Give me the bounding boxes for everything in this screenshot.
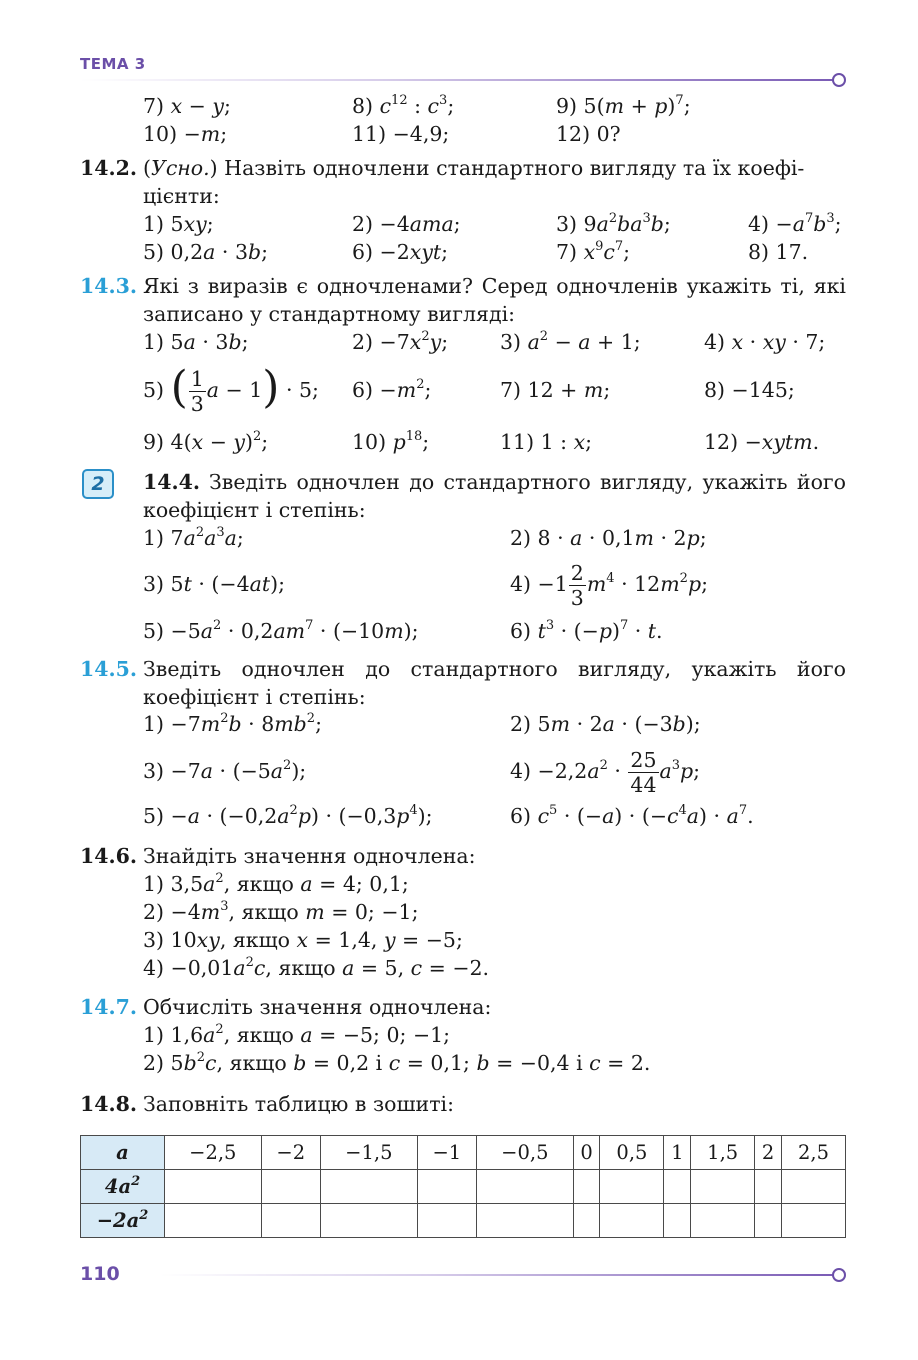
table-cell bbox=[755, 1204, 782, 1238]
exercise-item: 7) $x^9c^7$; bbox=[556, 239, 631, 264]
table-cell bbox=[691, 1170, 755, 1204]
exercise-number: 14.5. bbox=[80, 657, 138, 681]
exercise-number: 14.3. bbox=[80, 274, 138, 298]
exercise-item: $4) -a^7b^3$; bbox=[748, 211, 842, 236]
table-row bbox=[81, 1136, 846, 1170]
table-cell: 1,5 bbox=[691, 1136, 755, 1170]
exercise-item: 5) 0,2a · 3b; bbox=[143, 240, 269, 264]
row-head-a: a bbox=[81, 1136, 165, 1170]
table-cell: −2 bbox=[261, 1136, 320, 1170]
exercise-item: 1) 5xy; bbox=[143, 212, 214, 236]
exercise-number: 14.7. bbox=[80, 995, 138, 1019]
exercise-number: 14.8. bbox=[80, 1092, 138, 1116]
exercise-number: 14.2. bbox=[80, 156, 138, 180]
table-cell: 2,5 bbox=[781, 1136, 845, 1170]
exercise-item: 5) ( $\frac{1}{3}$ a − 1) · 5; bbox=[143, 361, 319, 416]
table-cell bbox=[261, 1204, 320, 1238]
level-2-badge: 2 bbox=[82, 469, 114, 499]
carry-item-9: 9) $5(m + p)^7$; bbox=[556, 93, 691, 118]
values-table bbox=[80, 1135, 846, 1238]
table-row bbox=[81, 1204, 846, 1238]
exercise-item: 1) $1,6a^2$, якщо a = −5; 0; −1; bbox=[143, 1022, 451, 1047]
table-cell: 0 bbox=[573, 1136, 600, 1170]
exercise-item: $6) -m^2$; bbox=[352, 377, 432, 402]
exercise-item: 3) 10xy, якщо x = 1,4, y = −5; bbox=[143, 928, 463, 952]
table-cell bbox=[321, 1170, 418, 1204]
footer-rule-end-circle bbox=[832, 1268, 846, 1282]
table-cell bbox=[573, 1204, 600, 1238]
carry-item-8: 8) $c^{12}$ : $c^3$; bbox=[352, 93, 455, 118]
exercise-item: 6) −2xyt; bbox=[352, 240, 449, 264]
table-cell bbox=[600, 1204, 664, 1238]
exercise-item: 4) x · xy · 7; bbox=[704, 330, 826, 354]
exercise-item: $2) -4m^3$, якщо m = 0; −1; bbox=[143, 899, 419, 924]
carry-item-12: 12) 0? bbox=[556, 122, 621, 146]
exercise-item: 4) −1 $\frac{2}{3}$ $m^4 \cdot 12m^2p$; bbox=[510, 561, 708, 610]
table-cell bbox=[600, 1170, 664, 1204]
exercise-item: 3) $a^2 - a + 1$; bbox=[500, 329, 641, 354]
table-cell bbox=[755, 1170, 782, 1204]
exercise-item: 3) 5t · (−4at); bbox=[143, 572, 286, 596]
table-cell bbox=[261, 1170, 320, 1204]
exercise-item: 3) $9a^2ba^3b$; bbox=[556, 211, 671, 236]
table-cell bbox=[477, 1204, 574, 1238]
exercise-item: 6) $t^3 \cdot (-p)^7 \cdot t$. bbox=[510, 618, 663, 643]
table-cell bbox=[321, 1204, 418, 1238]
table-cell: 2 bbox=[755, 1136, 782, 1170]
table-cell bbox=[573, 1170, 600, 1204]
table-cell: −1,5 bbox=[321, 1136, 418, 1170]
exercise-text: (Усно.) Назвіть одночлени стандартного вигляду та їх коефі- цієнти: bbox=[143, 156, 805, 208]
exercise-item: 12) −xytm. bbox=[704, 430, 820, 454]
exercise-item: 2) −4ama; bbox=[352, 212, 461, 236]
exercise-text: Які з виразів є одночленами? Серед одночленів укажіть ті, які записано у стандартному вигляді: bbox=[143, 274, 846, 326]
exercise-item: 6) $c^5 \cdot (-a) \cdot (-c^4a) \cdot a^7$. bbox=[510, 803, 754, 828]
exercise-item: 8) −145; bbox=[704, 378, 795, 402]
exercise-item: 2) 8 · a · 0,1m · 2p; bbox=[510, 526, 707, 550]
exercise-text: Зведіть одночлен до стандартного вигляду, укажіть його коефіцієнт і степінь: bbox=[143, 470, 846, 522]
exercise-item: 1) $7a^2a^3a$; bbox=[143, 525, 244, 550]
header-rule bbox=[80, 79, 834, 81]
exercise-item: 7) 12 + m; bbox=[500, 378, 611, 402]
table-cell bbox=[664, 1170, 691, 1204]
exercise-text: Зведіть одночлен до стандартного вигляду, укажіть його коефіцієнт і степінь: bbox=[143, 657, 846, 709]
carry-item-10: 10) −m; bbox=[143, 122, 228, 146]
table-cell: 0,5 bbox=[600, 1136, 664, 1170]
exercise-number: 14.4. bbox=[143, 470, 201, 494]
exercise-item: 2) $5b^2c$, якщо b = 0,2 і c = 0,1; b = −0,4 і c = 2. bbox=[143, 1050, 651, 1075]
exercise-item: 2) 5m · 2a · (−3b); bbox=[510, 712, 701, 736]
page-number: 110 bbox=[80, 1263, 120, 1285]
table-cell bbox=[691, 1204, 755, 1238]
row-head-minus2a2: $-2a^2$ bbox=[81, 1204, 165, 1238]
exercise-item: 1) 5a · 3b; bbox=[143, 330, 249, 354]
exercise-text: Заповніть таблицю в зошиті: bbox=[143, 1092, 455, 1116]
exercise-item: $5) -5a^2 \cdot 0,2am^7 \cdot (-10m)$; bbox=[143, 618, 419, 643]
table-cell bbox=[165, 1170, 262, 1204]
header-rule-end-circle bbox=[832, 73, 846, 87]
table-row bbox=[81, 1170, 846, 1204]
exercise-item: 9) $4(x - y)^2$; bbox=[143, 429, 269, 454]
section-header: ТЕМА 3 bbox=[80, 55, 146, 73]
footer-rule bbox=[160, 1274, 834, 1276]
table-cell bbox=[781, 1170, 845, 1204]
table-cell: −0,5 bbox=[477, 1136, 574, 1170]
table-cell: 1 bbox=[664, 1136, 691, 1170]
table-cell bbox=[781, 1204, 845, 1238]
exercise-text: Обчисліть значення одночлена: bbox=[143, 995, 492, 1019]
row-head-4a2: $4a^2$ bbox=[81, 1170, 165, 1204]
exercise-item: $1) -7m^2b \cdot 8mb^2$; bbox=[143, 711, 322, 736]
exercise-item: $4) -0,01a^2c$, якщо a = 5, c = −2. bbox=[143, 955, 490, 980]
carry-item-7: 7) x − y; bbox=[143, 94, 231, 118]
exercise-item: $3) -7a \cdot (-5a^2)$; bbox=[143, 758, 307, 783]
table-cell: −1 bbox=[417, 1136, 476, 1170]
exercise-number: 14.6. bbox=[80, 844, 138, 868]
exercise-item: $5) -a \cdot (-0,2a^2p) \cdot (-0,3p^4)$; bbox=[143, 803, 433, 828]
exercise-item: $2) -7x^2y$; bbox=[352, 329, 449, 354]
table-cell: −2,5 bbox=[165, 1136, 262, 1170]
exercise-item: 8) 17. bbox=[748, 240, 809, 264]
table-cell bbox=[165, 1204, 262, 1238]
carry-item-11: 11) −4,9; bbox=[352, 122, 450, 146]
table-cell bbox=[664, 1204, 691, 1238]
exercise-text: Знайдіть значення одночлена: bbox=[143, 844, 476, 868]
exercise-item: 11) 1 : x; bbox=[500, 430, 593, 454]
table-cell bbox=[417, 1204, 476, 1238]
exercise-item: $4) -2,2a^2$ · $\frac{25}{44}$ $a^3p$; bbox=[510, 748, 701, 797]
exercise-item: 10) $p^{18}$; bbox=[352, 429, 430, 454]
table-cell bbox=[477, 1170, 574, 1204]
exercise-item: 1) $3,5a^2$, якщо a = 4; 0,1; bbox=[143, 871, 409, 896]
table-cell bbox=[417, 1170, 476, 1204]
